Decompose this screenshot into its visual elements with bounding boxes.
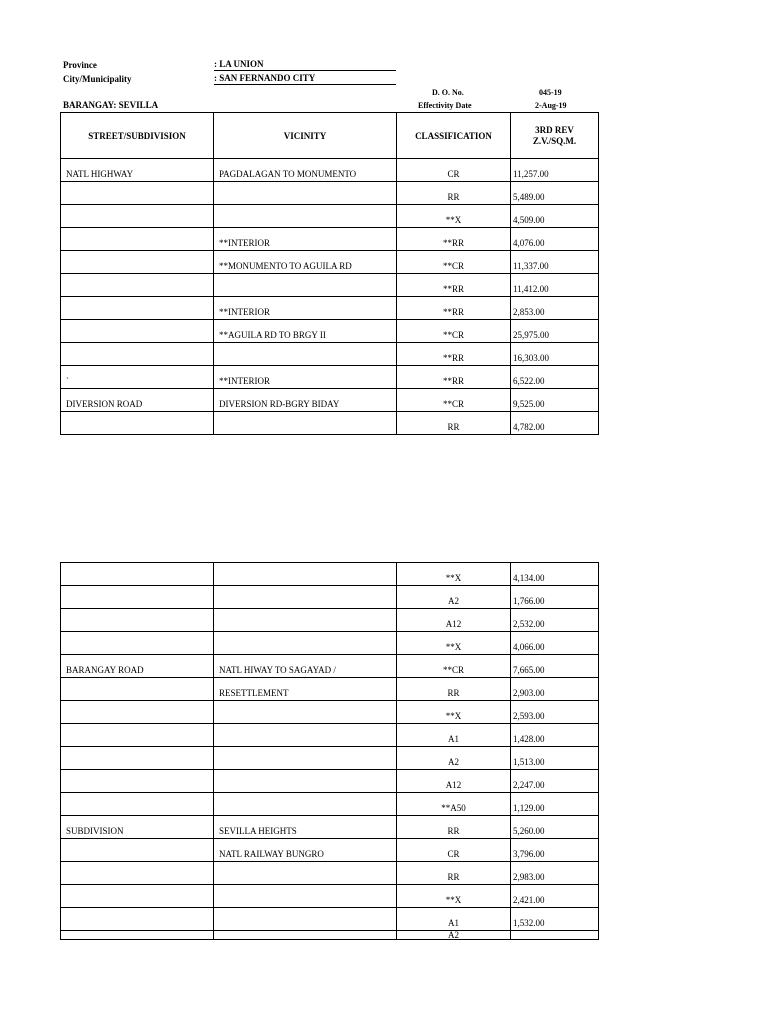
cell-vicinity (214, 862, 397, 885)
cell-classification: A2 (397, 747, 511, 770)
col-header-zonal-value (511, 113, 599, 159)
cell-street (61, 586, 214, 609)
cell-classification: **CR (397, 655, 511, 678)
cell-classification: **CR (397, 389, 511, 412)
cell-zonal-value (511, 931, 599, 940)
cell-classification: RR (397, 678, 511, 701)
col-header-zv-line2: Z.V./SQ.M. (532, 135, 577, 146)
cell-classification: CR (397, 159, 511, 182)
table-row (61, 747, 599, 770)
cell-street: NATL HIGHWAY (61, 159, 214, 182)
cell-street (61, 251, 214, 274)
barangay-title: BARANGAY: SEVILLA (63, 100, 159, 110)
cell-street (61, 793, 214, 816)
cell-zonal-value: 1,513.00 (511, 747, 599, 770)
cell-classification: A2 (397, 931, 511, 940)
cell-vicinity (214, 885, 397, 908)
cell-zonal-value: 2,903.00 (511, 678, 599, 701)
city-label: City/Municipality (63, 74, 132, 84)
table-row (61, 678, 599, 701)
cell-street (61, 770, 214, 793)
table-row (61, 632, 599, 655)
table-row (61, 701, 599, 724)
cell-vicinity (214, 724, 397, 747)
cell-street (61, 228, 214, 251)
cell-classification: **RR (397, 297, 511, 320)
cell-zonal-value: 11,412.00 (511, 274, 599, 297)
cell-vicinity (214, 747, 397, 770)
cell-street (61, 862, 214, 885)
cell-zonal-value: 1,532.00 (511, 908, 599, 931)
table-row (61, 228, 599, 251)
cell-zonal-value: 6,522.00 (511, 366, 599, 389)
effectivity-date-value: 2-Aug-19 (535, 101, 567, 110)
cell-classification: **X (397, 701, 511, 724)
table-row (61, 931, 599, 940)
table-row (61, 908, 599, 931)
cell-zonal-value: 2,983.00 (511, 862, 599, 885)
cell-street (61, 205, 214, 228)
cell-vicinity: **INTERIOR (214, 228, 397, 251)
cell-zonal-value: 11,337.00 (511, 251, 599, 274)
table-row (61, 770, 599, 793)
cell-zonal-value: 4,134.00 (511, 563, 599, 586)
cell-classification: RR (397, 182, 511, 205)
cell-classification: **X (397, 632, 511, 655)
cell-vicinity: NATL RAILWAY BUNGRO (214, 839, 397, 862)
zonal-value-table-2 (60, 562, 599, 940)
table-row (61, 343, 599, 366)
cell-classification: RR (397, 862, 511, 885)
cell-zonal-value: 7,665.00 (511, 655, 599, 678)
table-row (61, 609, 599, 632)
col-header-street: STREET/SUBDIVISION (61, 113, 214, 159)
province-label: Province (63, 60, 97, 70)
do-number-label: D. O. No. (432, 88, 464, 97)
cell-street (61, 632, 214, 655)
cell-classification: **RR (397, 366, 511, 389)
cell-street (61, 747, 214, 770)
cell-vicinity (214, 609, 397, 632)
cell-street (61, 274, 214, 297)
cell-zonal-value: 11,257.00 (511, 159, 599, 182)
cell-street (61, 182, 214, 205)
table-row (61, 251, 599, 274)
cell-zonal-value: 4,066.00 (511, 632, 599, 655)
cell-vicinity: SEVILLA HEIGHTS (214, 816, 397, 839)
table-row (61, 655, 599, 678)
cell-vicinity (214, 274, 397, 297)
cell-vicinity (214, 770, 397, 793)
cell-classification: **A50 (397, 793, 511, 816)
table-row (61, 320, 599, 343)
cell-zonal-value: 5,489.00 (511, 182, 599, 205)
table-row (61, 839, 599, 862)
cell-zonal-value: 2,532.00 (511, 609, 599, 632)
cell-classification: **RR (397, 274, 511, 297)
cell-vicinity: RESETTLEMENT (214, 678, 397, 701)
cell-classification: A12 (397, 770, 511, 793)
table-row (61, 885, 599, 908)
cell-zonal-value: 4,076.00 (511, 228, 599, 251)
cell-zonal-value: 1,428.00 (511, 724, 599, 747)
cell-vicinity (214, 931, 397, 940)
cell-street (61, 885, 214, 908)
cell-street (61, 320, 214, 343)
table-row (61, 586, 599, 609)
cell-street (61, 839, 214, 862)
cell-street (61, 908, 214, 931)
cell-vicinity: **AGUILA RD TO BRGY II (214, 320, 397, 343)
cell-vicinity: PAGDALAGAN TO MONUMENTO (214, 159, 397, 182)
cell-street (61, 931, 214, 940)
cell-zonal-value: 3,796.00 (511, 839, 599, 862)
cell-street (61, 343, 214, 366)
table-row (61, 563, 599, 586)
table-row (61, 159, 599, 182)
cell-zonal-value: 16,303.00 (511, 343, 599, 366)
cell-classification: A12 (397, 609, 511, 632)
table-row (61, 182, 599, 205)
cell-vicinity (214, 793, 397, 816)
cell-vicinity (214, 701, 397, 724)
cell-street: ` (61, 366, 214, 389)
table-row (61, 862, 599, 885)
cell-zonal-value: 2,853.00 (511, 297, 599, 320)
cell-street: DIVERSION ROAD (61, 389, 214, 412)
table-row (61, 724, 599, 747)
table-row (61, 816, 599, 839)
cell-zonal-value: 4,782.00 (511, 412, 599, 435)
cell-vicinity (214, 908, 397, 931)
cell-zonal-value: 4,509.00 (511, 205, 599, 228)
cell-classification: **X (397, 885, 511, 908)
cell-vicinity (214, 563, 397, 586)
cell-classification: A2 (397, 586, 511, 609)
cell-classification: **CR (397, 320, 511, 343)
cell-zonal-value: 2,421.00 (511, 885, 599, 908)
cell-street (61, 678, 214, 701)
city-value: : SAN FERNANDO CITY (214, 73, 396, 85)
province-value: : LA UNION (214, 59, 396, 71)
cell-vicinity: DIVERSION RD-BGRY BIDAY (214, 389, 397, 412)
cell-street: SUBDIVISION (61, 816, 214, 839)
cell-zonal-value: 9,525.00 (511, 389, 599, 412)
col-header-vicinity: VICINITY (214, 113, 397, 159)
cell-vicinity (214, 586, 397, 609)
cell-street (61, 724, 214, 747)
cell-zonal-value: 1,129.00 (511, 793, 599, 816)
cell-zonal-value: 2,247.00 (511, 770, 599, 793)
table-row (61, 793, 599, 816)
table-2-body (61, 563, 599, 940)
cell-classification: CR (397, 839, 511, 862)
cell-street (61, 412, 214, 435)
cell-classification: RR (397, 412, 511, 435)
cell-zonal-value: 2,593.00 (511, 701, 599, 724)
cell-zonal-value: 25,975.00 (511, 320, 599, 343)
cell-zonal-value: 1,766.00 (511, 586, 599, 609)
cell-street: BARANGAY ROAD (61, 655, 214, 678)
cell-classification: **X (397, 205, 511, 228)
cell-street (61, 297, 214, 320)
table-1-body (61, 159, 599, 435)
zonal-value-table-1 (60, 112, 599, 435)
cell-vicinity: **INTERIOR (214, 297, 397, 320)
cell-classification: **RR (397, 343, 511, 366)
table-row (61, 274, 599, 297)
table-row (61, 412, 599, 435)
cell-classification: **CR (397, 251, 511, 274)
cell-street (61, 701, 214, 724)
table-row (61, 205, 599, 228)
effectivity-date-label: Effectivity Date (418, 101, 472, 110)
cell-vicinity (214, 205, 397, 228)
cell-vicinity: **INTERIOR (214, 366, 397, 389)
cell-vicinity (214, 343, 397, 366)
cell-classification: RR (397, 816, 511, 839)
do-number-value: 045-19 (539, 88, 562, 97)
cell-zonal-value: 5,260.00 (511, 816, 599, 839)
cell-vicinity (214, 412, 397, 435)
col-header-zv-line1: 3RD REV (535, 124, 574, 135)
cell-classification: **RR (397, 228, 511, 251)
table-header-row (61, 113, 599, 159)
cell-vicinity: NATL HIWAY TO SAGAYAD / (214, 655, 397, 678)
cell-classification: **X (397, 563, 511, 586)
table-row (61, 297, 599, 320)
cell-vicinity (214, 632, 397, 655)
cell-vicinity: **MONUMENTO TO AGUILA RD (214, 251, 397, 274)
table-row (61, 366, 599, 389)
table-row (61, 389, 599, 412)
cell-vicinity (214, 182, 397, 205)
col-header-classification: CLASSIFICATION (397, 113, 511, 159)
cell-street (61, 609, 214, 632)
cell-classification: A1 (397, 908, 511, 931)
cell-classification: A1 (397, 724, 511, 747)
cell-street (61, 563, 214, 586)
